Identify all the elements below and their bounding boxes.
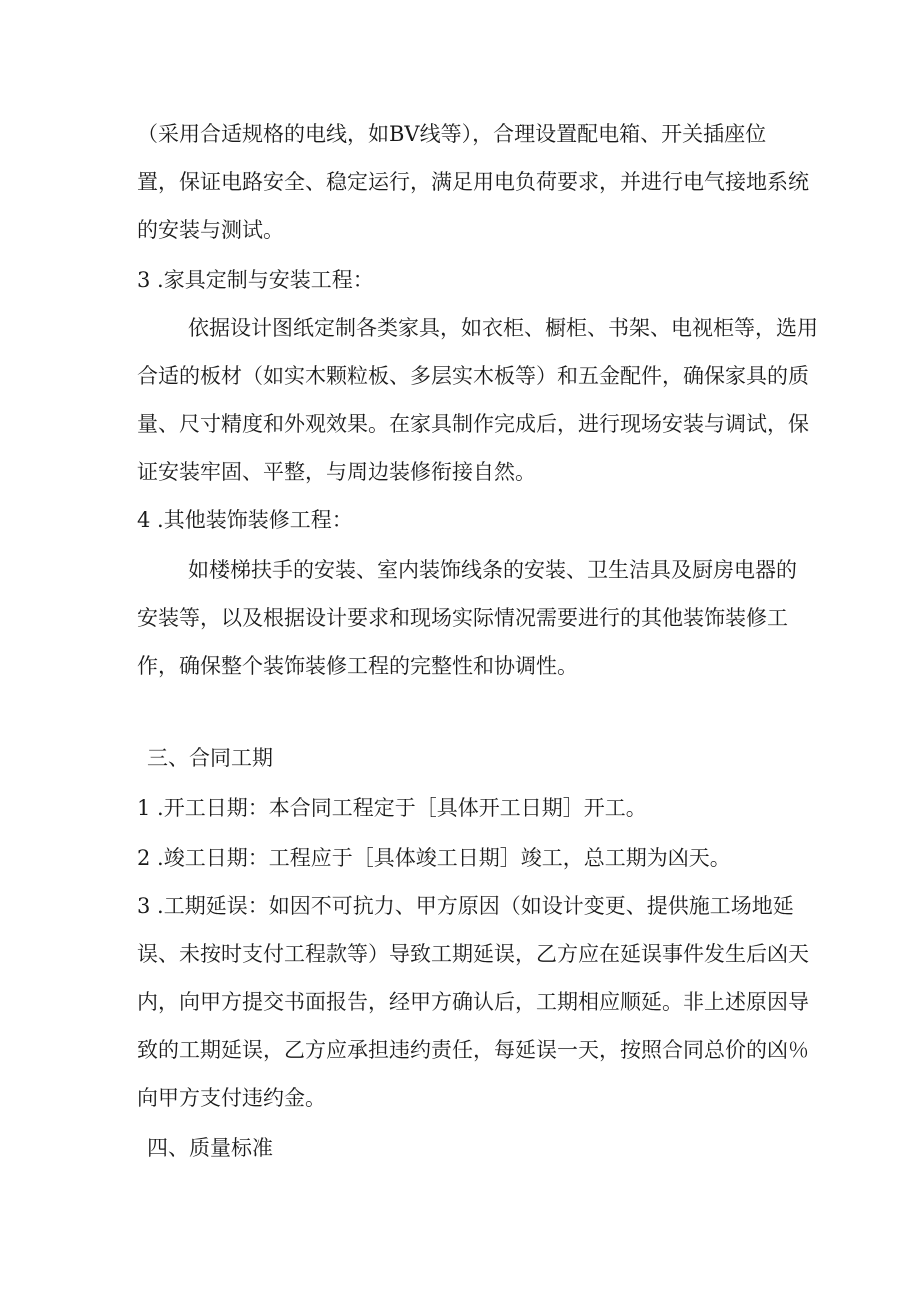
section-3-heading: 三、合同工期 — [147, 746, 273, 770]
period-item-2: 2 .竣工日期：工程应于［具体竣工日期］竣工，总工期为凶天。 — [137, 846, 731, 870]
text-line: 量、尺寸精度和外观效果。在家具制作完成后，进行现场安装与调试，保 — [137, 412, 809, 436]
text-line: 合适的板材（如实木颗粒板、多层实木板等）和五金配件，确保家具的质 — [137, 364, 809, 388]
text-line: （采用合适规格的电线，如BV线等），合理设置配电箱、开关插座位 — [137, 122, 767, 146]
text-line: 置，保证电路安全、稳定运行，满足用电负荷要求，并进行电气接地系统 — [137, 170, 809, 194]
text-line: 安装等，以及根据设计要求和现场实际情况需要进行的其他装饰装修工 — [137, 606, 788, 630]
text-line: 作，确保整个装饰装修工程的完整性和协调性。 — [137, 654, 578, 678]
section-4-heading: 四、质量标准 — [147, 1136, 273, 1160]
text-line: 误、未按时支付工程款等）导致工期延误，乙方应在延误事件发生后凶天 — [137, 942, 809, 966]
period-item-1: 1 .开工日期：本合同工程定于［具体开工日期］开工。 — [137, 796, 647, 820]
text-line: 向甲方支付违约金。 — [137, 1086, 326, 1110]
text-line: 的安装与测试。 — [137, 218, 284, 242]
text-line: 内，向甲方提交书面报告，经甲方确认后，工期相应顺延。非上述原因导 — [137, 990, 809, 1014]
period-item-3: 3 .工期延误：如因不可抗力、甲方原因（如设计变更、提供施工场地延 — [137, 894, 794, 918]
item-4-heading: 4 .其他装饰装修工程： — [137, 508, 353, 532]
item-3-heading: 3 .家具定制与安装工程： — [137, 268, 374, 292]
text-line: 致的工期延误，乙方应承担违约责任，每延误一天，按照合同总价的凶％ — [137, 1038, 809, 1062]
text-line: 依据设计图纸定制各类家具，如衣柜、橱柜、书架、电视柜等，选用 — [188, 316, 818, 340]
text-line: 证安装牢固、平整，与周边装修衔接自然。 — [137, 460, 536, 484]
text-line: 如楼梯扶手的安装、室内装饰线条的安装、卫生洁具及厨房电器的 — [188, 558, 797, 582]
